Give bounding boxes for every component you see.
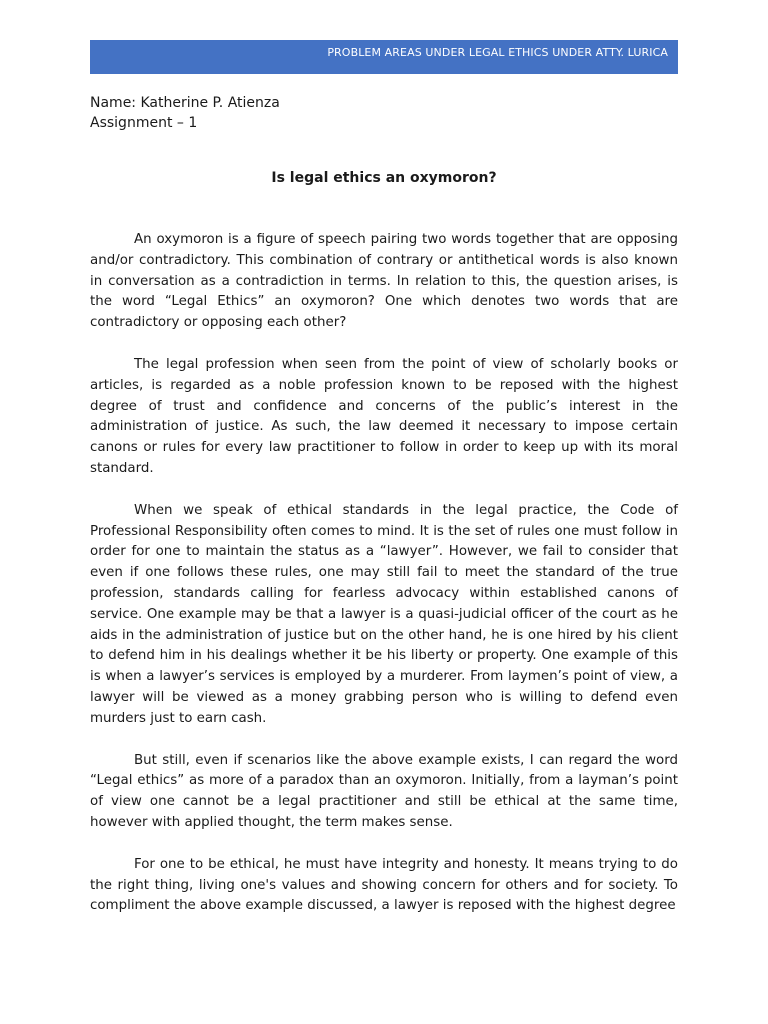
document-title: Is legal ethics an oxymoron? [271,170,497,186]
paragraph-3: When we speak of ethical standards in the legal practice, the Code of Professional Responsibility often comes to mind. It is the set of rules one must follow in order for one to maintain the status as a “lawyer”. However, we fail to consider that even if one follows these rules, one may still fail to meet the standard of the true profession, standards calling for fearless advocacy within established canons of service. One example may be that a lawyer is a quasi-judicial officer of the court as he aids in the administration of justice but on the other hand, he is one hired by his client to defend him in his dealings whether it be his liberty or property. One example of this is when a lawyer’s services is employed by a murderer. From laymen’s point of view, a lawyer will be viewed as a money grabbing person who is willing to defend even murders just to earn cash. [90,502,678,726]
author-name-line: Name: Katherine P. Atienza [90,95,280,111]
assignment-line: Assignment – 1 [90,115,198,131]
header-title: PROBLEM AREAS UNDER LEGAL ETHICS UNDER ATTY. LURICA [327,46,668,59]
header-bar [90,40,678,74]
author-info [90,93,280,133]
paragraph-2: The legal profession when seen from the point of view of scholarly books or articles, is regarded as a noble profession known to be reposed with the highest degree of trust and confidence and concerns of the public’s interest in the administration of justice. As such, the law deemed it necessary to impose certain canons or rules for every law practitioner to follow in order to keep up with its moral standard. [90,356,678,476]
paragraph-4: But still, even if scenarios like the above example exists, I can regard the word “Legal ethics” as more of a paradox than an oxymoron. Initially, from a layman’s point of view one cannot be a legal practitioner and still be ethical at the same time, however with applied thought, the term makes sense. [90,752,678,830]
paragraph-5: For one to be ethical, he must have integrity and honesty. It means trying to do the right thing, living one's values and showing concern for others and for society. To compliment the above example discussed, a lawyer is reposed with the highest degree [90,856,678,914]
document-body [90,230,678,938]
paragraph-1: An oxymoron is a figure of speech pairing two words together that are opposing and/or contradictory. This combination of contrary or antithetical words is also known in conversation as a contradiction in terms. In relation to this, the question arises, is the word “Legal Ethics” an oxymoron? One which denotes two words that are contradictory or opposing each other? [90,232,678,331]
